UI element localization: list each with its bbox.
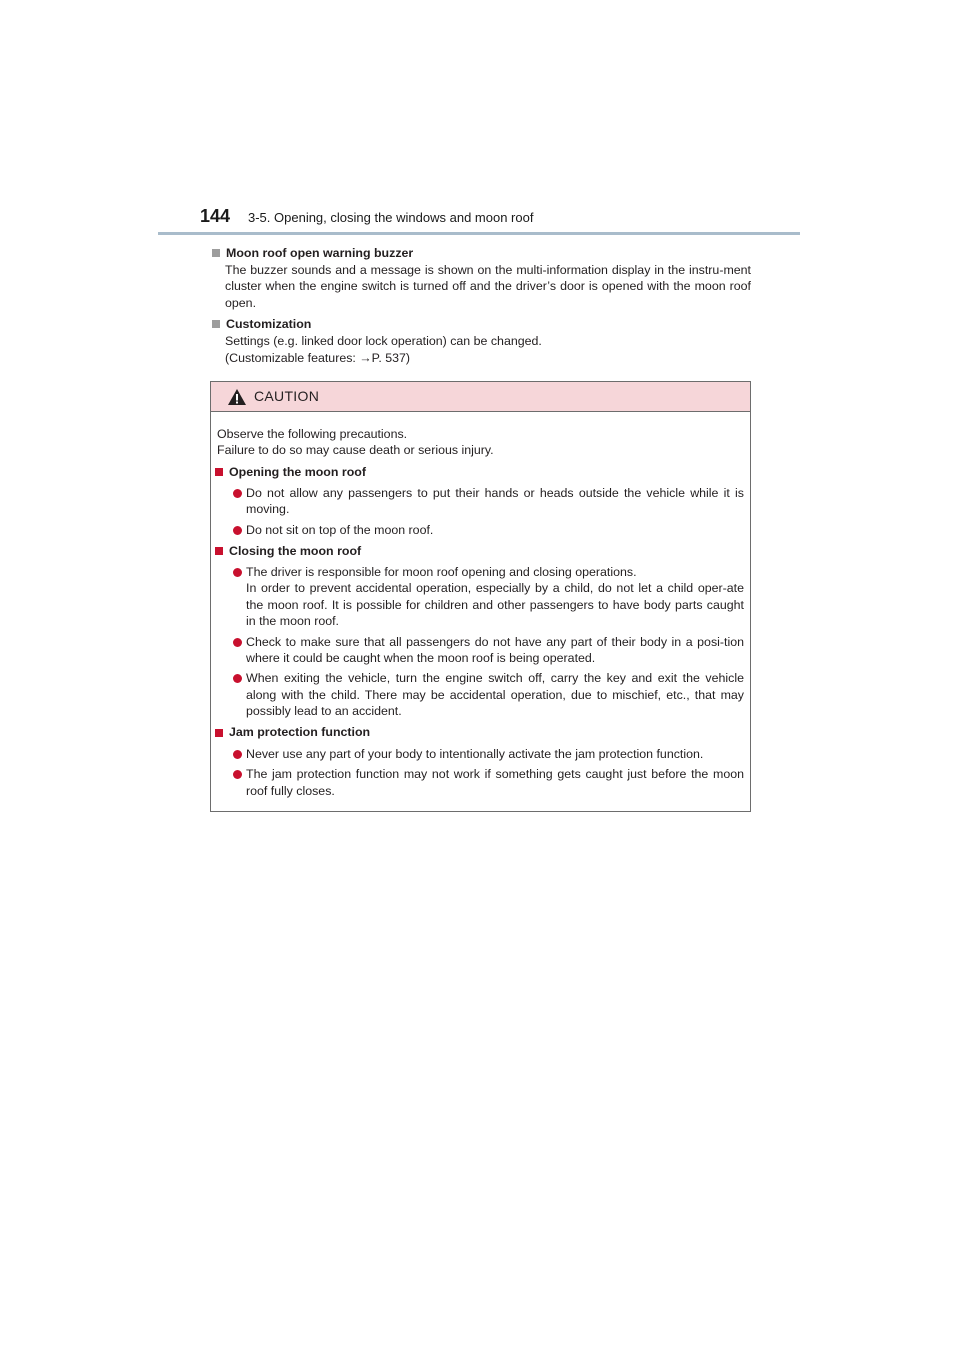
caution-box — [210, 381, 751, 812]
square-bullet-icon — [212, 320, 220, 328]
caution-section-opening — [217, 463, 744, 538]
circle-bullet-icon — [233, 638, 242, 647]
caution-section-closing — [217, 542, 744, 720]
page-number: 144 — [200, 206, 231, 226]
list-item: Never use any part of your body to intentionally activate the jam protection function. — [217, 746, 744, 762]
topic-customization — [211, 315, 751, 366]
topic-paragraph: The buzzer sounds and a message is shown on the multi-information display in the instru-ment cluster when the engine switch is turned off and the driver’s door is opened with the moon roof open. — [225, 263, 751, 310]
list-item: Do not sit on top of the moon roof. — [217, 522, 744, 538]
topic-title: Customization — [226, 317, 312, 332]
circle-bullet-icon — [233, 674, 242, 683]
circle-bullet-icon — [233, 770, 242, 779]
section-title: 3-5. Opening, closing the windows and moon roof — [248, 210, 534, 225]
caution-header — [211, 382, 750, 412]
square-bullet-icon — [215, 547, 223, 555]
list-item: Check to make sure that all passengers do not have any part of their body in a posi-tion where it could be caught when the moon roof is being operated. — [217, 634, 744, 667]
list-item: Do not allow any passengers to put their hands or heads outside the vehicle while it is moving. — [217, 485, 744, 518]
header-rule — [158, 232, 800, 235]
topic-title: Moon roof open warning buzzer — [226, 245, 414, 260]
list-item: The driver is responsible for moon roof opening and closing operations. In order to prevent accidental operation, especially by a child, do not let a child oper-ate the moon roof. It is possible for children and other passengers to have body parts caught in the moon roof. — [217, 564, 744, 630]
topic-paragraph: Settings (e.g. linked door lock operation) can be changed. — [225, 334, 542, 349]
square-bullet-icon — [215, 729, 223, 737]
circle-bullet-icon — [233, 526, 242, 535]
list-item: The jam protection function may not work if something gets caught just before the moon roof fully closes. — [217, 766, 744, 799]
list-item: When exiting the vehicle, turn the engine switch off, carry the key and exit the vehicle along with the child. There may be accidental operation, due to mischief, etc., that may possibly lead to an accident. — [217, 670, 744, 719]
caution-section-title: Jam protection function — [229, 725, 371, 740]
warning-triangle-icon — [227, 388, 247, 406]
caution-body — [211, 412, 750, 799]
circle-bullet-icon — [233, 568, 242, 577]
circle-bullet-icon — [233, 750, 242, 759]
caution-label: CAUTION — [254, 388, 320, 405]
caution-section-jam-protection — [217, 724, 744, 799]
page-reference-link[interactable]: (Customizable features: →P. 537) — [225, 350, 411, 365]
caution-intro: Failure to do so may cause death or serious injury. — [217, 443, 494, 458]
body-text — [211, 244, 751, 366]
caution-section-title: Opening the moon roof — [229, 464, 366, 479]
topic-warning-buzzer — [211, 244, 751, 311]
square-bullet-icon — [212, 249, 220, 257]
circle-bullet-icon — [233, 489, 242, 498]
square-bullet-icon — [215, 468, 223, 476]
caution-intro: Observe the following precautions. — [217, 427, 408, 441]
caution-section-title: Closing the moon roof — [229, 543, 362, 558]
